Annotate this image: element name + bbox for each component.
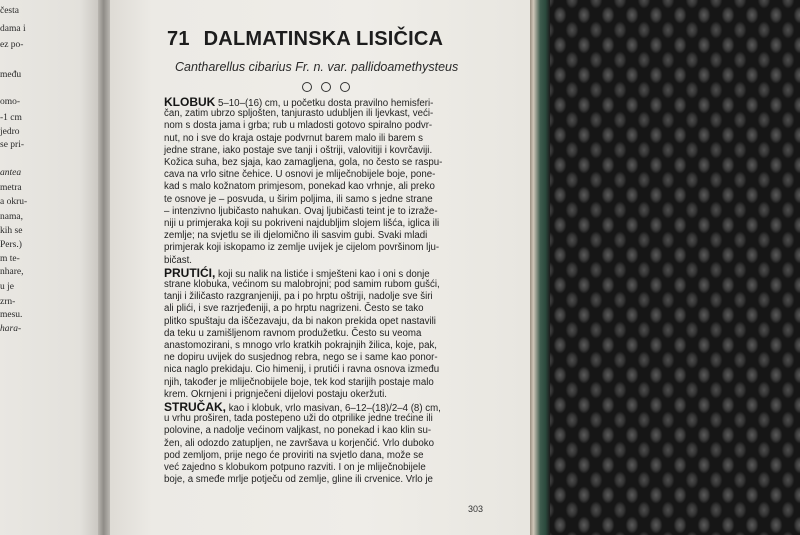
article-title: DALMATINSKA LISIČICA bbox=[203, 28, 444, 50]
left-page-line: se pri- bbox=[0, 140, 25, 150]
line-text: nica naglo prekidaju. Cio himenij, i prutići i ravna osnova između bbox=[164, 364, 440, 376]
line-text: nom s dosta jama i grba; rub u mladosti gotovo spiralno podvr- bbox=[164, 120, 433, 132]
text-line bbox=[164, 413, 433, 425]
left-page-line: Pers.) bbox=[0, 240, 22, 250]
text-line bbox=[164, 108, 433, 120]
section-heading: STRUČAK, bbox=[164, 400, 226, 414]
line-text: u vrhu proširen, tada postepeno uži do otprilike jedne trećine ili bbox=[164, 413, 433, 425]
line-text: kao i klobuk, vrlo masivan, 6–12–(18)/2–4 (8) cm, bbox=[226, 403, 441, 414]
left-page-line: među bbox=[0, 70, 22, 80]
line-text: čan, zatim ubrzo spljošten, tanjurasto udubljen ili ljevkast, veći- bbox=[164, 108, 434, 120]
left-page-line: kih se bbox=[0, 226, 23, 236]
text-line bbox=[164, 255, 192, 267]
line-text: plitko spuštaju da iščezavaju, da bi nakon prekida opet nastavili bbox=[164, 315, 436, 327]
text-line bbox=[164, 377, 434, 389]
line-text: cava na vrlo sitne čehice. U osnovi je mliječnobijele boje, pone- bbox=[164, 169, 436, 181]
left-page-line: metra bbox=[0, 183, 22, 193]
article-heading bbox=[167, 28, 443, 51]
line-text: – intenzivno ljubičasto nahukan. Ovaj ljubičasti teint je to izraže- bbox=[164, 205, 438, 217]
line-text: strane klobuka, većinom su malobrojni; pod samim rubom gušći, bbox=[164, 279, 440, 290]
latin-name: Cantharellus cibarius Fr. n. var. pallidoamethysteus bbox=[175, 60, 459, 74]
line-text: već zajedno s klobukom potpuno razviti. I on je mliječnobijele bbox=[164, 462, 426, 473]
text-line bbox=[164, 279, 440, 291]
line-text: polovine, a nadolje većinom valjkast, no ponekad i kao klin su- bbox=[164, 425, 432, 437]
left-page-line: česta bbox=[0, 6, 19, 16]
line-text: bičast. bbox=[164, 254, 192, 266]
left-page-line: jedro bbox=[0, 127, 20, 137]
text-line bbox=[164, 474, 433, 486]
line-text: nut, no i sve do kraja ostaje podvrnut barem malo ili barem s bbox=[164, 132, 423, 144]
line-text: Kožica suha, bez sjaja, kao zamagljena, gola, no često se raspu- bbox=[164, 157, 443, 168]
text-line bbox=[164, 438, 434, 450]
text-line bbox=[164, 291, 433, 303]
line-text: anastomozirani, s mnogo vrlo kratkih pokrajnjih žilica, koje, pak, bbox=[164, 340, 437, 351]
left-page-line: mesu. bbox=[0, 310, 23, 320]
line-text: ali plići, i sve razrjeđeniji, a po hrptu nagrizeni. Često se tako bbox=[164, 303, 424, 315]
line-text: te osnove je – posvuda, u širim poljima, ili samo s jedne strane bbox=[164, 193, 433, 205]
page-number: 303 bbox=[468, 504, 484, 514]
text-line bbox=[164, 218, 439, 230]
line-text: tanji i žiličasto razgranjeniji, pa i po hrptu oštriji, nadolje sve širi bbox=[164, 291, 433, 303]
text-line bbox=[164, 352, 438, 364]
line-text: krem. Okrnjeni i prignječeni dijelovi postaju okeržuti. bbox=[164, 388, 387, 400]
left-page-line: nama, bbox=[0, 212, 23, 222]
left-page-line: nhare, bbox=[0, 267, 24, 277]
text-line bbox=[164, 340, 437, 352]
text-line bbox=[164, 425, 431, 437]
left-page-line: ez po- bbox=[0, 40, 24, 50]
text-line bbox=[164, 157, 442, 169]
text-line bbox=[164, 169, 435, 181]
text-line bbox=[164, 364, 439, 376]
text-line bbox=[164, 450, 424, 462]
article-number: 71 bbox=[167, 28, 190, 50]
text-line bbox=[164, 145, 432, 157]
line-text: 5–10–(16) cm, u početku dosta pravilno hemisferi- bbox=[215, 98, 434, 109]
text-line bbox=[164, 230, 427, 242]
line-text: boje, a smeđe mrlje potječu od zemlje, gline ili crvenice. Vrlo je bbox=[164, 474, 433, 486]
text-line bbox=[164, 242, 439, 254]
line-text: primjerak koji iskopamo iz zemlje uvijek je cijelom površinom lju- bbox=[164, 242, 440, 254]
circle-icon bbox=[302, 82, 312, 92]
line-text: da teku u zamišljenom ravnom produžetku. Često su veoma bbox=[164, 327, 422, 339]
left-page-line: hara- bbox=[0, 324, 22, 334]
text-line bbox=[164, 206, 438, 218]
section-heading: KLOBUK bbox=[164, 95, 216, 109]
book-cover-edge bbox=[528, 0, 550, 535]
line-text: zemlje; na svjetlu se ili djelomično ili sasvim gubi. Svaki mladi bbox=[164, 230, 428, 242]
line-text: kad s malo kožnatom primjesom, ponekad kao vrhnje, ali preko bbox=[164, 181, 435, 193]
left-page-line: antea bbox=[0, 168, 22, 178]
text-line bbox=[164, 181, 435, 193]
text-line bbox=[164, 133, 423, 145]
left-page-line: zrn- bbox=[0, 297, 16, 307]
left-page-line: -1 cm bbox=[0, 113, 22, 123]
edibility-circles bbox=[302, 79, 359, 91]
circle-icon bbox=[340, 82, 350, 92]
line-text: žen, ali odozdo zatupljen, ne završava u korjenčić. Vrlo duboko bbox=[164, 437, 434, 449]
left-page-line: m te- bbox=[0, 254, 20, 264]
line-text: pod zemljom, prije nego će proviriti na svjetlo dana, može se bbox=[164, 449, 424, 461]
line-text: jedne strane, iako postaje sve tanji i oštriji, valovitiji i kovrčaviji. bbox=[164, 144, 433, 156]
left-page-line: dama i bbox=[0, 24, 26, 34]
line-text: koji su nalik na listiće i smješteni kao i oni s donje bbox=[215, 268, 430, 280]
text-line bbox=[164, 194, 433, 206]
quilted-background bbox=[548, 0, 800, 535]
left-page-line: u je bbox=[0, 282, 14, 292]
text-line bbox=[164, 316, 436, 328]
circle-icon bbox=[321, 82, 331, 92]
line-text: niji u primjeraka koji su pokriveni najdubljim slojem lišća, iglica ili bbox=[164, 218, 440, 229]
text-line bbox=[164, 120, 432, 132]
text-line bbox=[164, 303, 424, 315]
text-line bbox=[164, 389, 387, 401]
section-heading: PRUTIĆI, bbox=[164, 265, 216, 280]
left-page-line: a okru- bbox=[0, 197, 28, 207]
line-text: njih, također je mliječnobijele boje, tek kod starijih postaje malo bbox=[164, 376, 434, 388]
text-line bbox=[164, 462, 426, 474]
line-text: ne dopiru uvijek do susjednog rebra, nego se i same kao ponor- bbox=[164, 352, 438, 364]
left-page bbox=[0, 0, 100, 535]
left-page-line: omo- bbox=[0, 97, 21, 107]
text-line bbox=[164, 328, 421, 340]
